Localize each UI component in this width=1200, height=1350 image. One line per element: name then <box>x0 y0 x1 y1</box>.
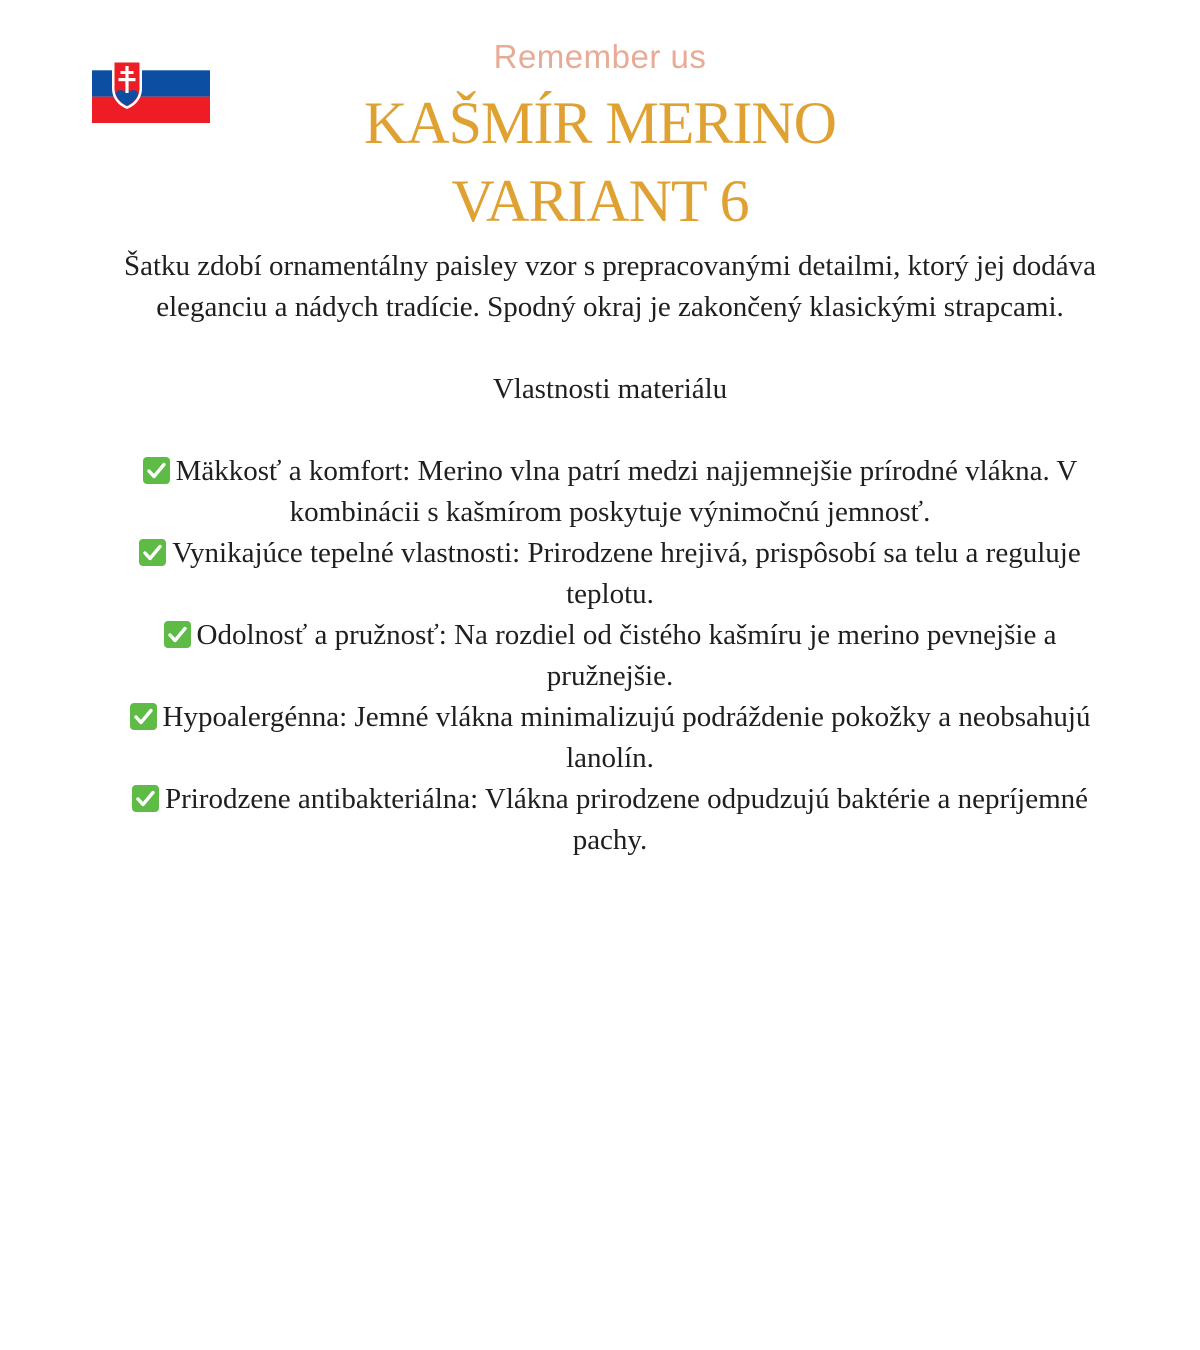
feature-item <box>105 697 1115 779</box>
feature-item <box>105 615 1115 697</box>
feature-list <box>105 451 1115 861</box>
check-mark-icon <box>130 703 157 730</box>
feature-text: Mäkkosť a komfort: Merino vlna patrí medzi najjemnejšie prírodné vlákna. V kombinácii s kašmírom poskytuje výnimočnú jemnosť. <box>175 455 1078 528</box>
check-mark-icon <box>132 785 159 812</box>
brand-name: Remember us <box>493 38 707 75</box>
product-title-line-1: KAŠMÍR MERINO <box>363 90 837 156</box>
feature-text: Prirodzene antibakteriálna: Vlákna prirodzene odpudzujú baktérie a nepríjemné pachy. <box>164 783 1089 856</box>
check-mark-icon <box>143 457 170 484</box>
section-heading: Vlastnosti materiálu <box>492 373 728 405</box>
product-description: Šatku zdobí ornamentálny paisley vzor s prepracovanými detailmi, ktorý jej dodáva eleganciu a nádych tradície. Spodný okraj je zakončený klasickými strapcami. <box>123 250 1097 323</box>
check-mark-icon <box>164 621 191 648</box>
feature-text: Odolnosť a pružnosť: Na rozdiel od čistého kašmíru je merino pevnejšie a pružnejšie. <box>196 619 1057 692</box>
feature-text: Vynikajúce tepelné vlastnosti: Prirodzene hrejivá, prispôsobí sa telu a reguluje teplotu. <box>172 537 1081 610</box>
check-mark-icon <box>139 539 166 566</box>
feature-text: Hypoalergénna: Jemné vlákna minimalizujú podráždenie pokožky a neobsahujú lanolín. <box>162 701 1091 774</box>
product-title-line-2: VARIANT 6 <box>451 168 749 234</box>
product-title <box>0 84 1200 240</box>
feature-item <box>105 779 1115 861</box>
feature-item <box>105 533 1115 615</box>
product-description-block <box>105 246 1115 861</box>
feature-item <box>105 451 1115 533</box>
